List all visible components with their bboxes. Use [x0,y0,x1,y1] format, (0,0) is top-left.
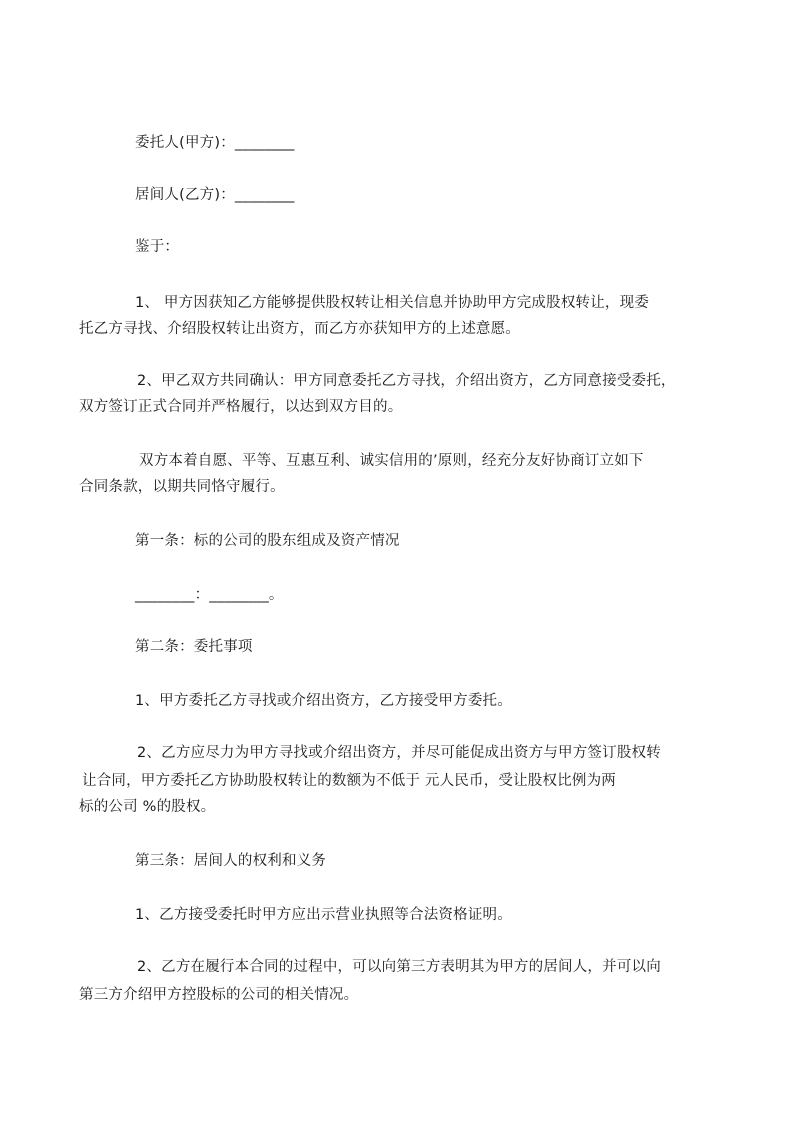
recital-2-line-1: 2、甲乙双方共同确认：甲方同意委托乙方寻找，介绍出资方，乙方同意接受委托， [137,373,676,389]
article-2-item-2-line-1: 2、乙方应尽力为甲方寻找或介绍出资方，并尽可能促成出资方与甲方签订股权转 [137,745,661,761]
article-1-title: 第一条：标的公司的股东组成及资产情况 [135,533,400,549]
article-3-item-1: 1、乙方接受委托时甲方应出示营业执照等合法资格证明。 [135,907,512,923]
recital-1-line-2: 托乙方寻找、介绍股权转让出资方，而乙方亦获知甲方的上述意愿。 [79,321,520,337]
article-2-title: 第二条：委托事项 [135,639,253,655]
principle-line-1: 双方本着自愿、平等、互惠互利、诚实信用的’原则，经充分友好协商订立如下 [139,453,644,469]
article-2-item-2-line-3: 标的公司 %的股权。 [79,799,216,815]
party-a-label: 委托人(甲方)： [135,135,235,151]
party-b-label: 居间人(乙方)： [135,187,235,203]
party-b-line [135,185,295,205]
party-a-blank: ________ [234,135,295,151]
article-3-item-2-line-1: 2、乙方在履行本合同的过程中，可以向第三方表明其为甲方的居间人，并可以向 [137,959,661,975]
article-2-item-2-line-2: 让合同，甲方委托乙方协助股权转让的数额为不低于 元人民币，受让股权比例为两 [82,773,617,789]
article-2-item-1: 1、甲方委托乙方寻找或介绍出资方，乙方接受甲方委托。 [135,693,512,709]
article-3-item-2-line-2: 第三方介绍甲方控股标的公司的相关情况。 [79,987,359,1003]
article-1-blank-line: ________：________。 [135,587,284,603]
article-3-title: 第三条：居间人的权利和义务 [135,853,327,869]
principle-line-2: 合同条款，以期共同恪守履行。 [79,479,285,495]
party-a-line [135,133,295,153]
recital-1-line-1: 1、 甲方因获知乙方能够提供股权转让相关信息并协助甲方完成股权转让，现委 [135,295,650,311]
recital-2-line-2: 双方签订正式合同并严格履行，以达到双方目的。 [79,399,403,415]
party-b-blank: ________ [234,187,295,203]
whereas-heading: 鉴于： [135,239,180,255]
